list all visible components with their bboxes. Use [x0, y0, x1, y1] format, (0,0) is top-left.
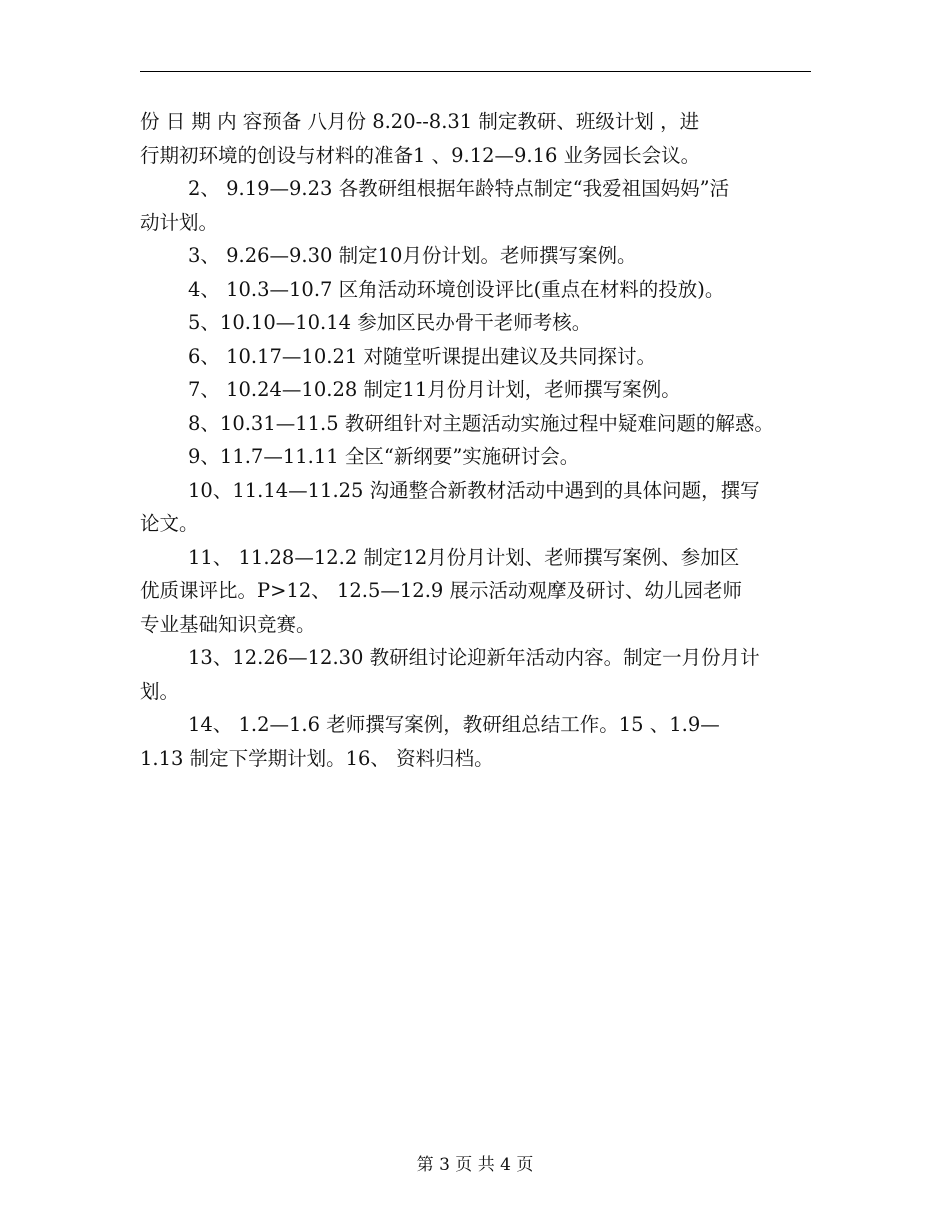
document-body: [140, 105, 830, 775]
page-number-label: 第 3 页 共 4 页: [416, 1155, 534, 1175]
page-footer: [0, 1154, 950, 1176]
text-line: 动计划。: [140, 210, 219, 234]
text-line: 行期初环境的创设与材料的准备1 、9.12—9.16 业务园长会议。: [140, 143, 701, 167]
text-line: 8、10.31—11.5 教研组针对主题活动实施过程中疑难问题的解惑。: [188, 411, 774, 435]
text-line: 9、11.7—11.11 全区“新纲要”实施研讨会。: [188, 445, 580, 468]
text-line: 专业基础知识竞赛。: [140, 612, 316, 636]
text-line: 1.13 制定下学期计划。16、 资料归档。: [140, 746, 494, 770]
text-line: 3、 9.26—9.30 制定10月份计划。老师撰写案例。: [188, 244, 637, 267]
text-line: 7、 10.24—10.28 制定11月份月计划，老师撰写案例。: [188, 378, 681, 401]
text-line: 5、10.10—10.14 参加区民办骨干老师考核。: [188, 311, 592, 334]
text-line: 13、12.26—12.30 教研组讨论迎新年活动内容。制定一月份月计: [188, 646, 760, 669]
text-line: 优质课评比。P>12、 12.5—12.9 展示活动观摩及研讨、幼儿园老师: [140, 579, 743, 602]
text-line: 11、 11.28—12.2 制定12月份月计划、老师撰写案例、参加区: [188, 545, 740, 569]
header-rule: [140, 71, 811, 72]
text-line: 划。: [140, 679, 180, 703]
text-line: 论文。: [140, 512, 199, 535]
text-line: 6、 10.17—10.21 对随堂听课提出建议及共同探讨。: [188, 344, 656, 368]
text-line: 2、 9.19—9.23 各教研组根据年龄特点制定“我爱祖国妈妈”活: [188, 177, 730, 200]
text-line: 份 日 期 内 容预备 八月份 8.20--8.31 制定教研、班级计划 ，进: [140, 110, 700, 133]
text-line: 14、 1.2—1.6 老师撰写案例，教研组总结工作。15 、1.9—: [188, 713, 720, 736]
text-line: 10、11.14—11.25 沟通整合新教材活动中遇到的具体问题，撰写: [188, 478, 760, 502]
text-line: 4、 10.3—10.7 区角活动环境创设评比(重点在材料的投放)。: [188, 277, 725, 301]
